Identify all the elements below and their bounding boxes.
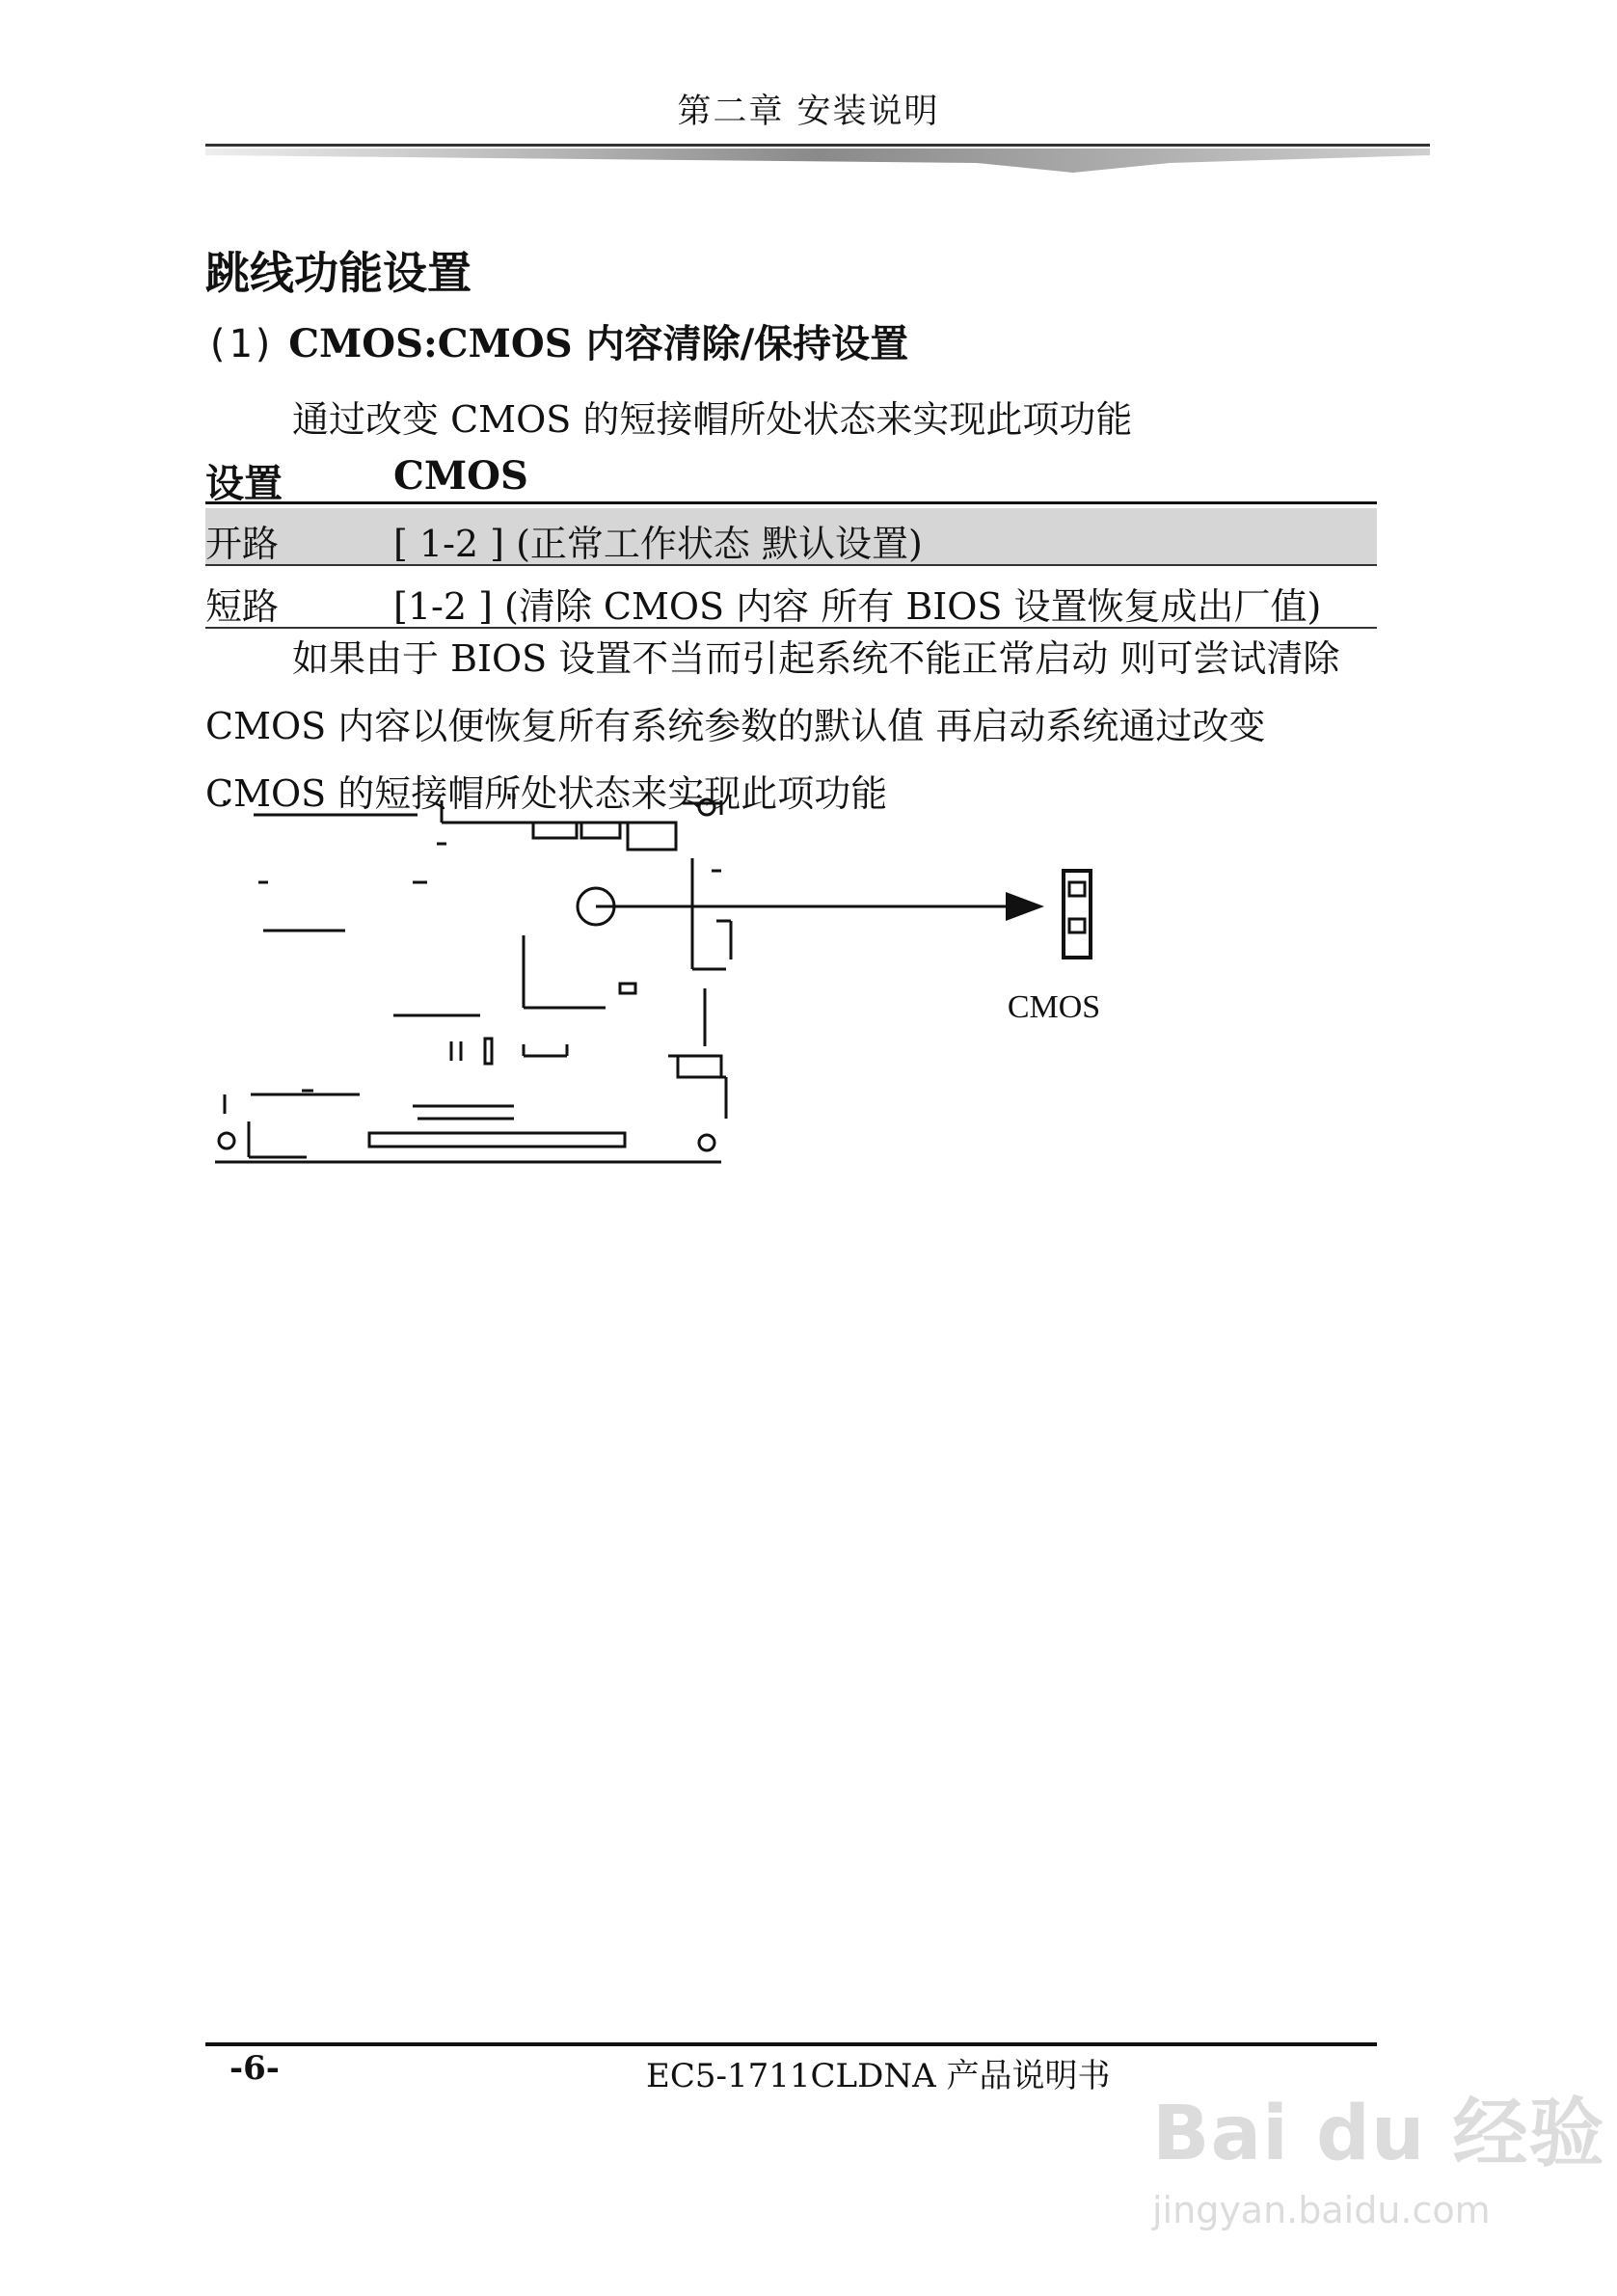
header-rule bbox=[205, 140, 1430, 175]
body-paragraph: 如果由于 BIOS 设置不当而引起系统不能正常启动 则可尝试清除 CMOS 内容以便恢复所有系统参数的默认值 再启动系统通过改变 CMOS 的短接帽所处状态来实现此项功能 bbox=[205, 637, 1340, 815]
table-row-open bbox=[205, 508, 1377, 566]
subsection-number: (1) bbox=[205, 322, 276, 366]
row-setting: 短路 bbox=[205, 585, 280, 628]
section-title: 跳线功能设置 bbox=[205, 247, 472, 299]
page-number: -6- bbox=[229, 2049, 280, 2088]
header-cmos: CMOS bbox=[393, 453, 528, 499]
settings-table-header bbox=[205, 453, 1377, 504]
footer-doc-title: EC5-1711CLDNA 产品说明书 bbox=[646, 2057, 1111, 2095]
motherboard-diagram bbox=[205, 786, 1121, 1172]
jumper-label: CMOS bbox=[1007, 989, 1101, 1025]
header-setting: 设置 bbox=[205, 461, 283, 506]
footer-rule bbox=[205, 2042, 1377, 2046]
row-value: [1-2 ] (清除 CMOS 内容 所有 BIOS 设置恢复成出厂值) bbox=[393, 585, 1322, 628]
subsection-title: CMOS:CMOS 内容清除/保持设置 bbox=[288, 321, 909, 366]
subsection-heading bbox=[205, 313, 908, 368]
row-value: [ 1-2 ] (正常工作状态 默认设置) bbox=[393, 523, 923, 565]
chapter-header: 第二章 安装说明 bbox=[677, 93, 940, 131]
watermark-logo: Bai du 经验 bbox=[1152, 2091, 1605, 2177]
row-setting: 开路 bbox=[205, 523, 280, 565]
intro-paragraph: 通过改变 CMOS 的短接帽所处状态来实现此项功能 bbox=[292, 398, 1133, 441]
table-row-short bbox=[205, 571, 1377, 629]
watermark-url: jingyan.baidu.com bbox=[1152, 2189, 1491, 2231]
